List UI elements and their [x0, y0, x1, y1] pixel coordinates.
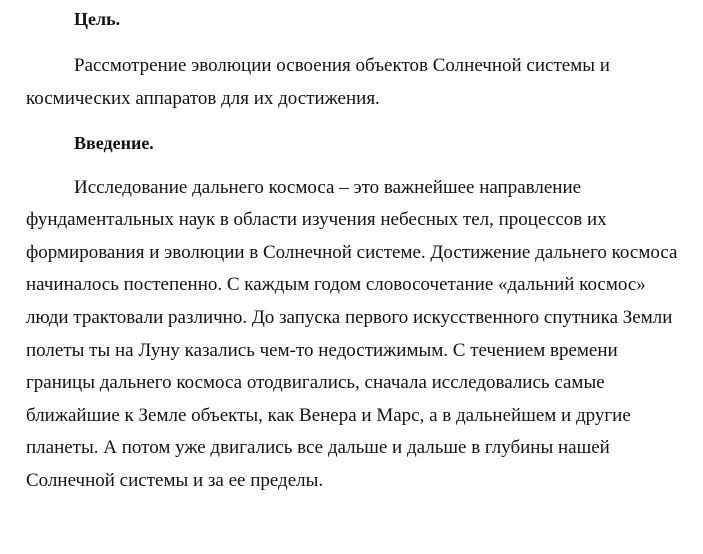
- goal-line-1: Рассмотрение эволюции освоения объектов Солнечной системы и: [74, 55, 610, 76]
- intro-line-6: полеты ты на Луну казались чем-то недостижимым. С течением времени: [26, 340, 618, 361]
- intro-line-3: формирования и эволюции в Солнечной системе. Достижение дальнего космоса: [26, 242, 678, 263]
- intro-line-7: границы дальнего космоса отодвигались, сначала исследовались самые: [26, 372, 605, 393]
- intro-line-9: планеты. А потом уже двигались все дальше и дальше в глубины нашей: [26, 437, 610, 458]
- intro-line-4: начиналось постепенно. С каждым годом словосочетание «дальний космос»: [26, 274, 646, 295]
- goal-heading: Цель.: [74, 9, 121, 29]
- intro-line-1: Исследование дальнего космоса – это важнейшее направление: [74, 177, 582, 198]
- intro-line-5: люди трактовали различно. До запуска первого искусственного спутника Земли: [26, 307, 673, 328]
- intro-line-8: ближайшие к Земле объекты, как Венера и Марс, а в дальнейшем и другие: [26, 405, 631, 426]
- intro-line-2: фундаментальных наук в области изучения небесных тел, процессов их: [26, 209, 607, 230]
- goal-line-2: космических аппаратов для их достижения.: [26, 88, 380, 109]
- intro-heading: Введение.: [74, 133, 154, 153]
- intro-line-10: Солнечной системы и за ее пределы.: [26, 470, 324, 491]
